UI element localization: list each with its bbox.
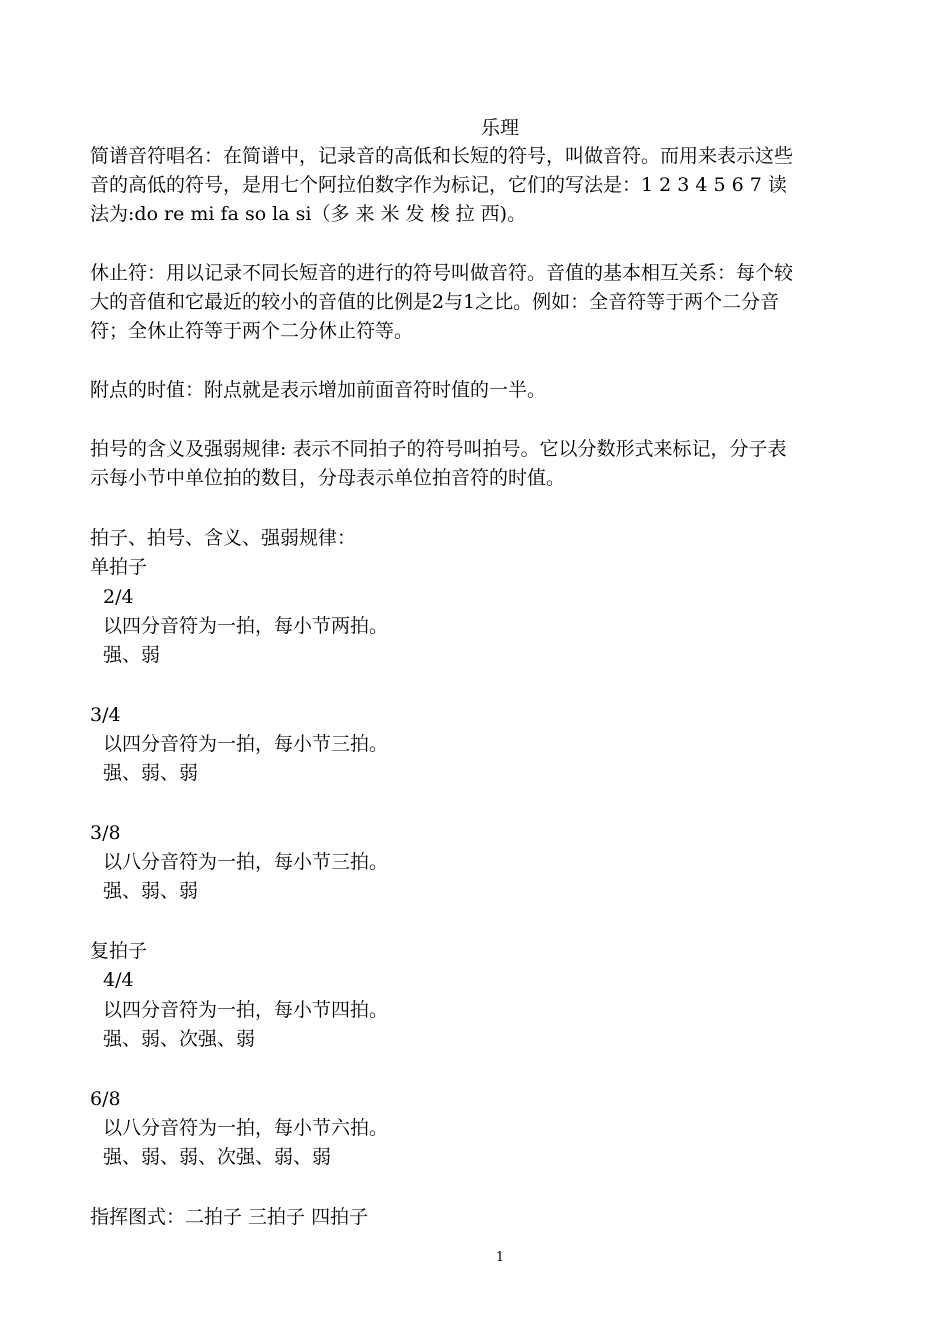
meter-meaning: 以八分音符为一拍，每小节六拍。 (103, 1117, 389, 1139)
meter-signature: 3/8 (90, 822, 121, 844)
meter-heading: 拍子、拍号、含义、强弱规律： (90, 527, 357, 549)
para2-line-3: 符；全休止符等于两个二分休止符等。 (90, 320, 414, 342)
meter-meaning: 以八分音符为一拍，每小节三拍。 (103, 851, 389, 873)
para4-line-1: 拍号的含义及强弱规律: 表示不同拍子的符号叫拍号。它以分数形式来标记，分子表 (90, 438, 787, 460)
para4-line-2: 示每小节中单位拍的数目，分母表示单位拍音符的时值。 (90, 467, 566, 489)
simple-meter-heading: 单拍子 (90, 556, 148, 578)
para1-line-3: 法为:do re mi fa so la si（多 来 米 发 梭 拉 西)。 (90, 203, 527, 225)
page-title: 乐理 (480, 117, 519, 139)
para3-line: 附点的时值：附点就是表示增加前面音符时值的一半。 (90, 379, 547, 401)
meter-signature: 6/8 (90, 1088, 121, 1110)
meter-pattern: 强、弱、次强、弱 (103, 1028, 256, 1050)
para1-line-2: 音的高低的符号，是用七个阿拉伯数字作为标记，它们的写法是：1 2 3 4 5 6 7 读 (90, 174, 787, 196)
meter-signature: 2/4 (103, 586, 134, 608)
meter-meaning: 以四分音符为一拍，每小节四拍。 (103, 999, 389, 1021)
para2-line-2: 大的音值和它最近的较小的音值的比例是2与1之比。例如：全音符等于两个二分音 (90, 291, 780, 313)
meter-pattern: 强、弱、弱 (103, 880, 199, 902)
page-number: 1 (495, 1250, 505, 1265)
meter-pattern: 强、弱、弱 (103, 762, 199, 784)
meter-signature: 4/4 (103, 969, 134, 991)
meter-pattern: 强、弱、弱、次强、弱、弱 (103, 1146, 332, 1168)
para2-line-1: 休止符：用以记录不同长短音的进行的符号叫做音符。音值的基本相互关系：每个较 (90, 262, 794, 284)
meter-pattern: 强、弱 (103, 644, 161, 666)
para1-line-1: 简谱音符唱名：在简谱中，记录音的高低和长短的符号，叫做音符。而用来表示这些 (90, 145, 794, 167)
meter-meaning: 以四分音符为一拍，每小节两拍。 (103, 615, 389, 637)
meter-signature: 3/4 (90, 704, 121, 726)
meter-meaning: 以四分音符为一拍，每小节三拍。 (103, 733, 389, 755)
conducting-patterns-line: 指挥图式：二拍子 三拍子 四拍子 (90, 1206, 369, 1228)
compound-meter-heading: 复拍子 (90, 940, 148, 962)
